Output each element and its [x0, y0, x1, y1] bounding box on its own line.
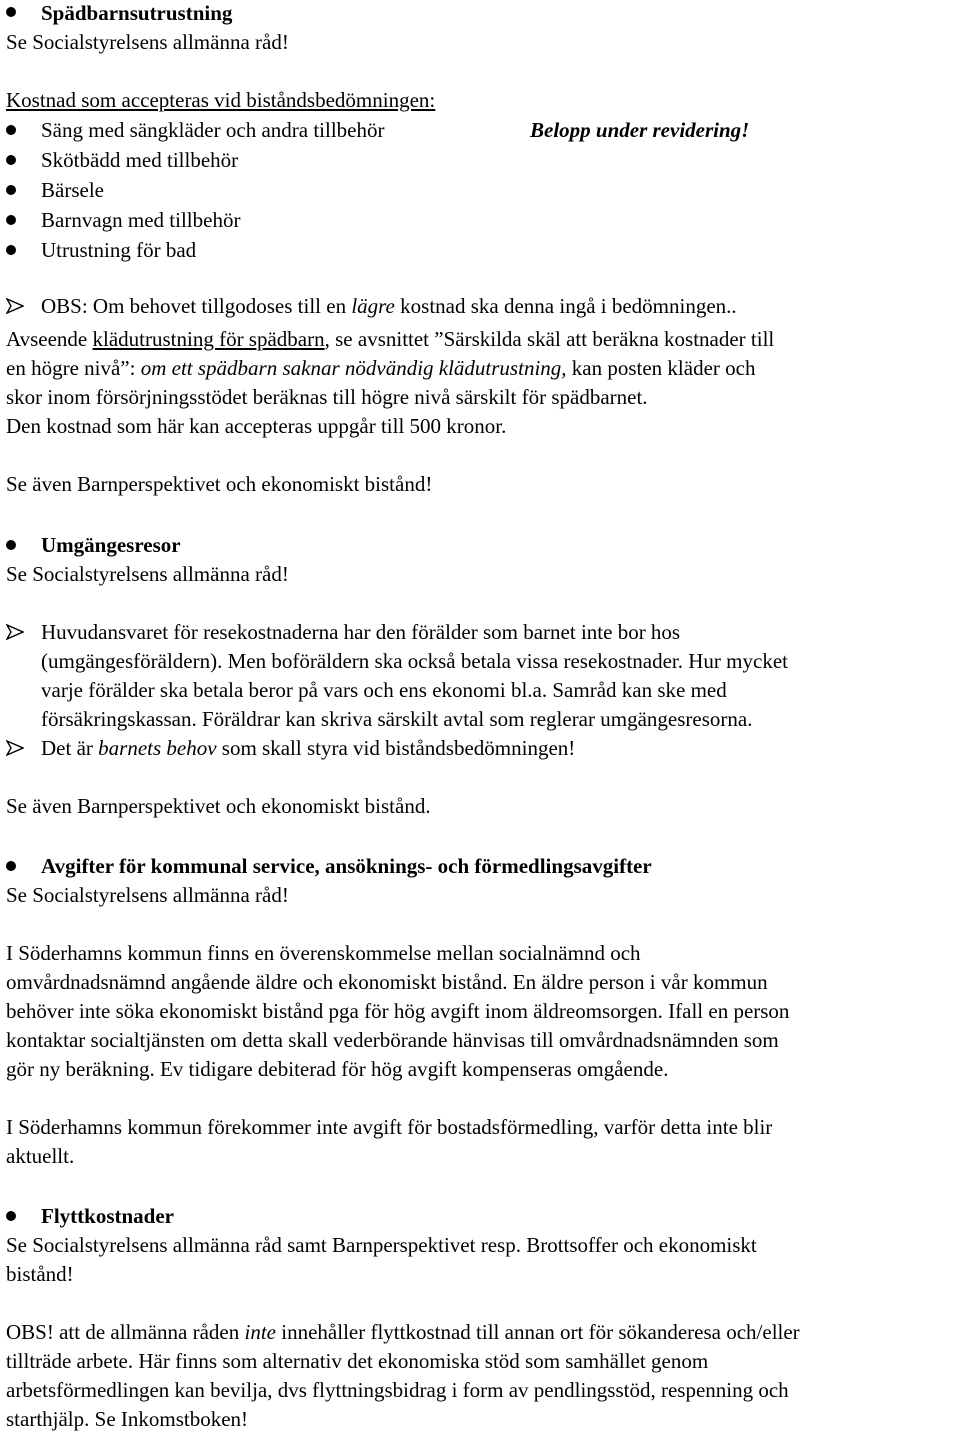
reference-text: Se Socialstyrelsens allmänna råd!	[6, 562, 289, 586]
see-also-text: Se även Barnperspektivet och ekonomiskt bistånd!	[6, 472, 433, 496]
obs-note: OBS: Om behovet tillgodoses till en lägre kostnad ska denna ingå i bedömningen..	[41, 294, 737, 318]
list-item: Säng med sängkläder och andra tillbehör	[41, 118, 385, 142]
list-item: Bärsele	[41, 178, 104, 202]
bullet-icon	[6, 185, 16, 195]
reference-text: Se Socialstyrelsens allmänna råd!	[6, 883, 289, 907]
arrow-bullet-icon	[6, 624, 24, 640]
bullet-icon	[6, 7, 16, 17]
paragraph-line: I Söderhamns kommun finns en överenskommelse mellan socialnämnd och	[6, 941, 641, 965]
reference-text: Se Socialstyrelsens allmänna råd samt Barnperspektivet resp. Brottsoffer och ekonomiskt	[6, 1233, 757, 1257]
kladutrustning-link[interactable]: klädutrustning för spädbarn	[92, 327, 325, 351]
list-item: Skötbädd med tillbehör	[41, 148, 239, 172]
arrow-bullet-icon	[6, 740, 24, 756]
paragraph-line: försäkringskassan. Föräldrar kan skriva särskilt avtal som reglerar umgängesresorna.	[41, 707, 753, 731]
section-heading-flyttkostnader: Flyttkostnader	[41, 1204, 174, 1228]
paragraph-line: arbetsförmedlingen kan bevilja, dvs flyttningsbidrag i form av pendlingsstöd, respenning och	[6, 1378, 789, 1402]
revision-note: Belopp under revidering!	[530, 118, 750, 142]
cost-heading: Kostnad som accepteras vid biståndsbedömningen:	[6, 88, 436, 112]
paragraph-line: kontaktar socialtjänsten om detta skall vederbörande hänvisas till omvårdnadsnämnden som	[6, 1028, 779, 1052]
section-heading-umgangesresor: Umgängesresor	[41, 533, 181, 557]
section-heading-spadbarnsutrustning: Spädbarnsutrustning	[41, 1, 233, 25]
bullet-icon	[6, 1211, 16, 1221]
reference-text: Se Socialstyrelsens allmänna råd!	[6, 30, 289, 54]
reference-text: bistånd!	[6, 1262, 74, 1286]
paragraph-line: OBS! att de allmänna råden inte innehåller flyttkostnad till annan ort för sökanderesa och/eller	[6, 1320, 800, 1344]
paragraph-line: en högre nivå”: om ett spädbarn saknar nödvändig klädutrustning, kan posten kläder och	[6, 356, 756, 380]
paragraph-line: omvårdnadsnämnd angående äldre och ekonomiskt bistånd. En äldre person i vår kommun	[6, 970, 768, 994]
paragraph-line: varje förälder ska betala beror på vars och ens ekonomi bl.a. Samråd kan ske med	[41, 678, 727, 702]
paragraph-line: aktuellt.	[6, 1144, 75, 1168]
paragraph-line: (umgängesföräldern). Men boföräldern ska också betala vissa resekostnader. Hur mycket	[41, 649, 788, 673]
list-item: Barnvagn med tillbehör	[41, 208, 241, 232]
see-also-text: Se även Barnperspektivet och ekonomiskt bistånd.	[6, 794, 431, 818]
bullet-icon	[6, 245, 16, 255]
paragraph-line: starthjälp. Se Inkomstboken!	[6, 1407, 249, 1431]
paragraph-line: tillträde arbete. Här finns som alternativ det ekonomiska stöd som samhället genom	[6, 1349, 709, 1373]
paragraph-line: Huvudansvaret för resekostnaderna har den förälder som barnet inte bor hos	[41, 620, 681, 644]
bullet-icon	[6, 125, 16, 135]
paragraph-line: skor inom försörjningsstödet beräknas till högre nivå särskilt för spädbarnet.	[6, 385, 648, 409]
bullet-icon	[6, 215, 16, 225]
paragraph-line: I Söderhamns kommun förekommer inte avgift för bostadsförmedling, varför detta inte blir	[6, 1115, 773, 1139]
paragraph-line: gör ny beräkning. Ev tidigare debiterad för hög avgift kompenseras omgående.	[6, 1057, 669, 1081]
bullet-icon	[6, 540, 16, 550]
list-item: Utrustning för bad	[41, 238, 197, 262]
arrow-bullet-icon	[6, 298, 24, 314]
paragraph-line: Den kostnad som här kan accepteras uppgår till 500 kronor.	[6, 414, 507, 438]
bullet-icon	[6, 861, 16, 871]
paragraph-line: Avseende klädutrustning för spädbarn, se avsnittet ”Särskilda skäl att beräkna kostnader till	[6, 327, 775, 351]
paragraph-line: Det är barnets behov som skall styra vid biståndsbedömningen!	[41, 736, 576, 760]
bullet-icon	[6, 155, 16, 165]
paragraph-line: behöver inte söka ekonomiskt bistånd pga för hög avgift inom äldreomsorgen. Ifall en person	[6, 999, 790, 1023]
section-heading-avgifter: Avgifter för kommunal service, ansöknings- och förmedlingsavgifter	[41, 854, 652, 878]
